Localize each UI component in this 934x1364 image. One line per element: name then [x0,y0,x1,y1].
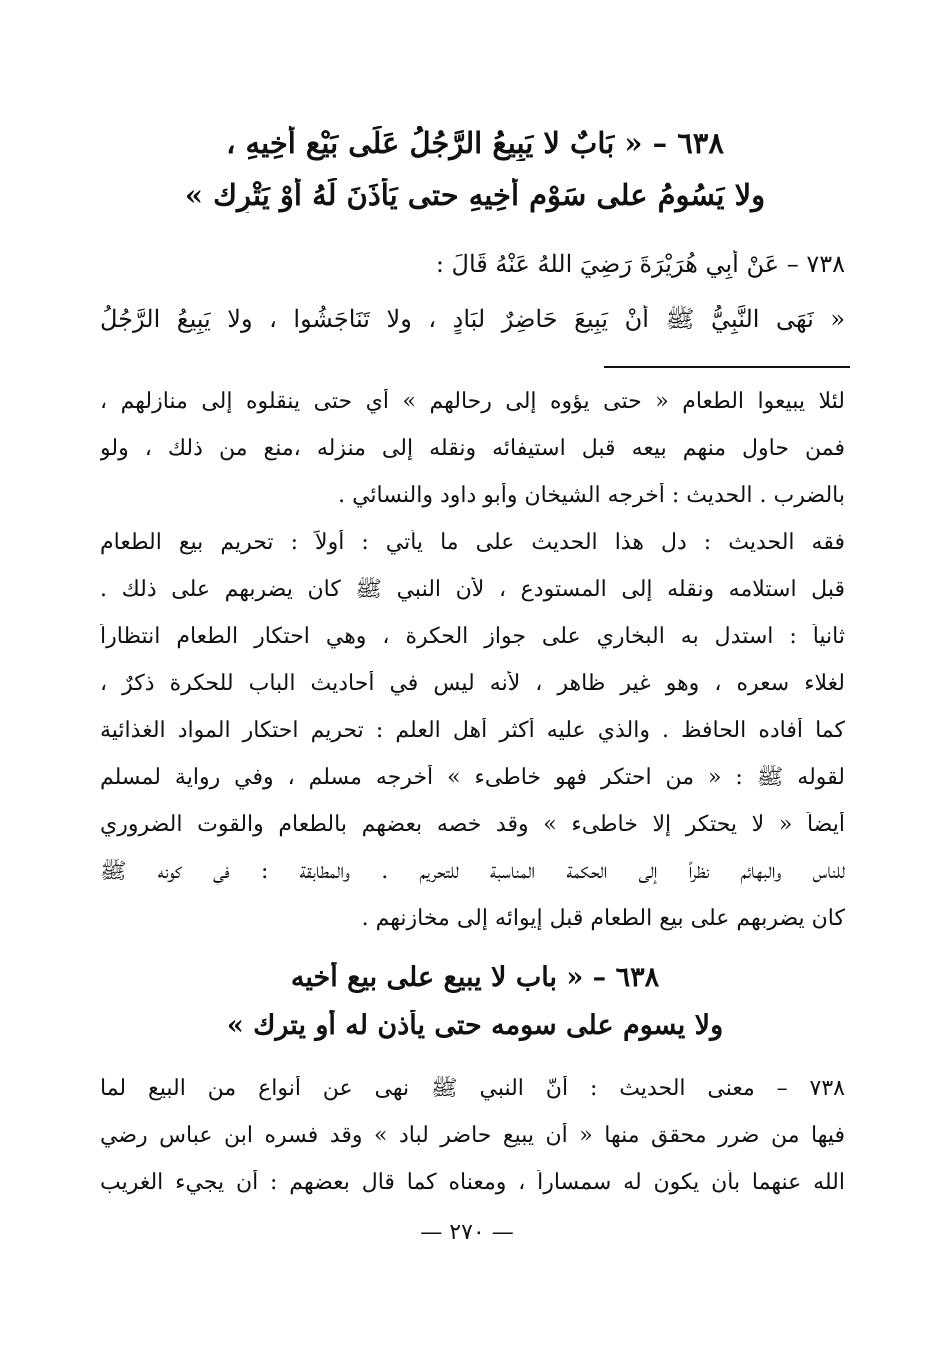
commentary-line: للناس والبهائم نظراً إلى الحكمة المناسبة للتحريم . والمطابقة : في كونه ﷺ [100,859,845,884]
commentary-line: فقه الحديث : دل هذا الحديث على ما يأتي : أولاً : تحريم بيع الطعام [100,530,845,555]
meaning-line: ٧٣٨ – معنى الحديث : أنّ النبي ﷺ نهى عن أنواع من البيع لما [100,1076,845,1101]
meaning-line: الله عنهما بأن يكون له سمساراً ، ومعناه كما قال بعضهم : أن يجيء الغريب [100,1170,845,1195]
commentary-line: لغلاء سعره ، وهو غير ظاهر ، لأنه ليس في أحاديث الباب للحكرة ذكرٌ ، [100,671,845,696]
hadith-line-2: « نَهَى النَّبِيُّ ﷺ أَنْ يَبِيعَ حَاضِرٌ لبَادٍ ، ولا تَنَاجَشُوا ، ولا يَبِيعُ الرَّجُلُ [100,305,845,333]
commentary-line: قبل استلامه ونقله إلى المستودع ، لأن النبي ﷺ كان يضربهم على ذلك . [100,577,845,602]
commentary-line: كان يضربهم على بيع الطعام قبل إيوائه إلى مخازنهم . [361,906,845,931]
commentary-line: لئلا يبيعوا الطعام « حتى يؤوه إلى رحالهم » أي حتى ينقلوه إلى منازلهم ، [100,389,845,414]
commentary-line: لقوله ﷺ : « من احتكر فهو خاطىء » أخرجه مسلم ، وفي رواية لمسلم [100,765,845,790]
commentary-line: ثانياً : استدل به البخاري على جواز الحكرة ، وهي احتكار الطعام انتظاراً [100,624,845,649]
section-heading-line-1: ٦٣٨ – « بَابٌ لا يَبِيعُ الرَّجُلُ عَلَى بَيْعِ أَخِيهِ ، [226,126,724,160]
meaning-line: فيها من ضرر محقق منها « أن يبيع حاضر لباد » وقد فسره ابن عباس رضي [100,1123,845,1148]
commentary-line: أيضاً « لا يحتكر إلا خاطىء » وقد خصه بعضهم بالطعام والقوت الضروري [100,812,845,837]
section-heading-2-line-2: ولا يسوم على سومه حتى يأذن له أو يترك » [226,1010,724,1041]
commentary-line: بالضرب . الحديث : أخرجه الشيخان وأبو داود والنسائي . [338,483,845,508]
commentary-line: كما أفاده الحافظ . والذي عليه أكثر أهل العلم : تحريم احتكار المواد الغذائية [100,718,845,743]
page-number: — ٢٧٠ — [420,1220,514,1245]
footnote-divider [604,366,850,368]
hadith-line-1: ٧٣٨ – عَنْ أَبِي هُرَيْرَةَ رَضِيَ اللهُ عَنْهُ قَالَ : [435,250,845,278]
section-heading-2-line-1: ٦٣٨ – « باب لا يبيع على بيع أخيه [290,962,660,993]
section-heading-line-2: ولا يَسُومُ على سَوْمِ أَخِيهِ حتى يَأْذَنَ لَهُ أَوْ يَتْرِك » [184,178,766,212]
commentary-line: فمن حاول منهم بيعه قبل استيفائه ونقله إلى منزله ،منع من ذلك ، ولو [100,436,845,461]
